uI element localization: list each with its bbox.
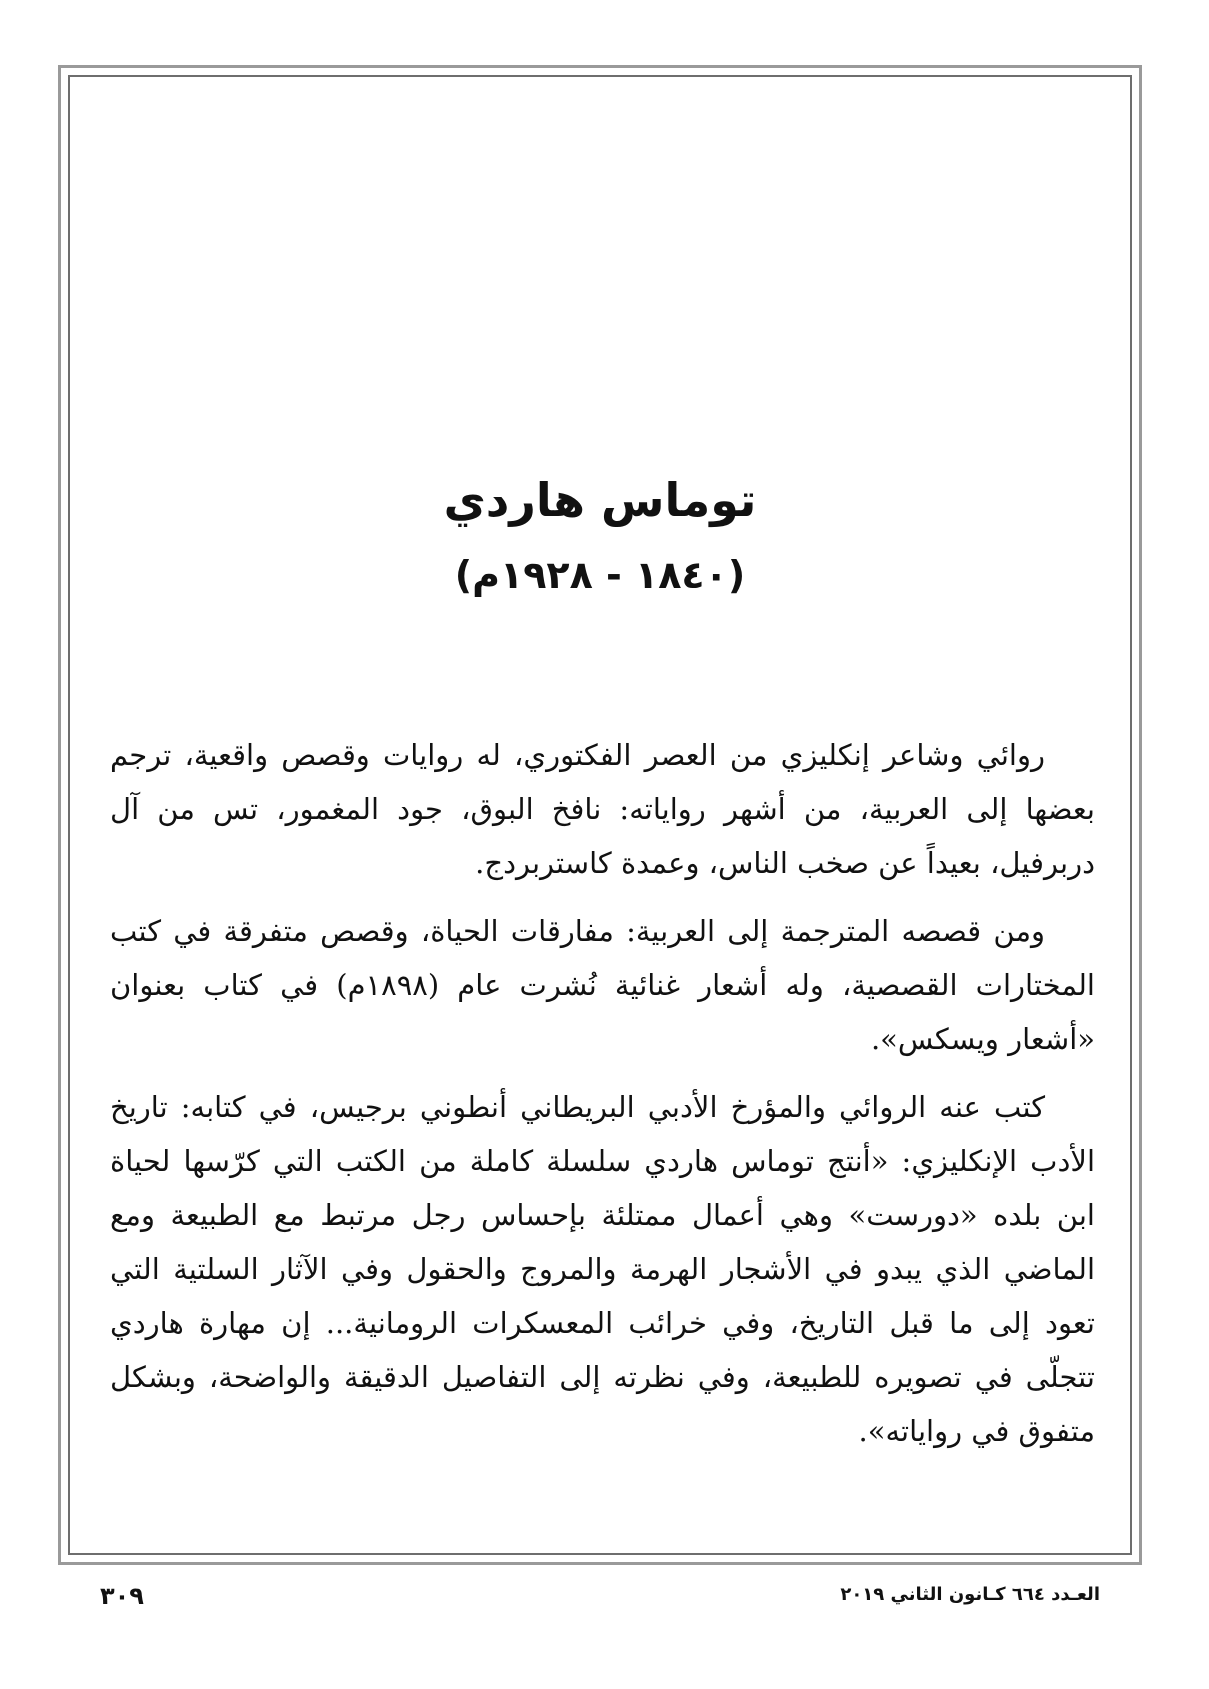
page-title: توماس هاردي	[443, 473, 757, 527]
issue-info: العـدد ٦٦٤ كـانون الثاني ٢٠١٩	[840, 1584, 1100, 1605]
page-number: ٣٠٩	[100, 1582, 144, 1610]
life-dates: (١٨٤٠ - ١٩٢٨م)	[454, 553, 746, 597]
paragraph-3: كتب عنه الروائي والمؤرخ الأدبي البريطاني أنطوني برجيس، في كتابه: تاريخ الأدب الإنكليزي: «أنتج توماس هاردي سلسلة كاملة من الكتب التي كرّسها لحياة ابن بلده «دورست» وهي أعمال ممتلئة بإحساس رجل مرتبط مع الطبيعة ومع الماضي الذي يبدو في الأشجار الهرمة والمروج والحقول وفي الآثار السلتية التي تعود إلى ما قبل التاريخ، وفي خرائب المعسكرات الرومانية... إن مهارة هاردي تتجلّى في تصويره للطبيعة، وفي نظرته إلى التفاصيل الدقيقة والواضحة، وبشكل متفوق في رواياته».	[110, 1090, 1095, 1448]
article-body	[110, 728, 1095, 1472]
page-footer	[100, 1582, 1100, 1612]
paragraph-1: روائي وشاعر إنكليزي من العصر الفكتوري، له روايات وقصص واقعية، ترجم بعضها إلى العربية، من أشهر رواياته: نافخ البوق، جود المغمور، تس من آل دربرفيل، بعيداً عن صخب الناس، وعمدة كاستربردج.	[110, 738, 1095, 880]
paragraph-2: ومن قصصه المترجمة إلى العربية: مفارقات الحياة، وقصص متفرقة في كتب المختارات القصصية، وله أشعار غنائية نُشرت عام (١٨٩٨م) في كتاب بعنوان «أشعار ويسكس».	[110, 914, 1095, 1056]
heading-block	[68, 470, 1132, 602]
